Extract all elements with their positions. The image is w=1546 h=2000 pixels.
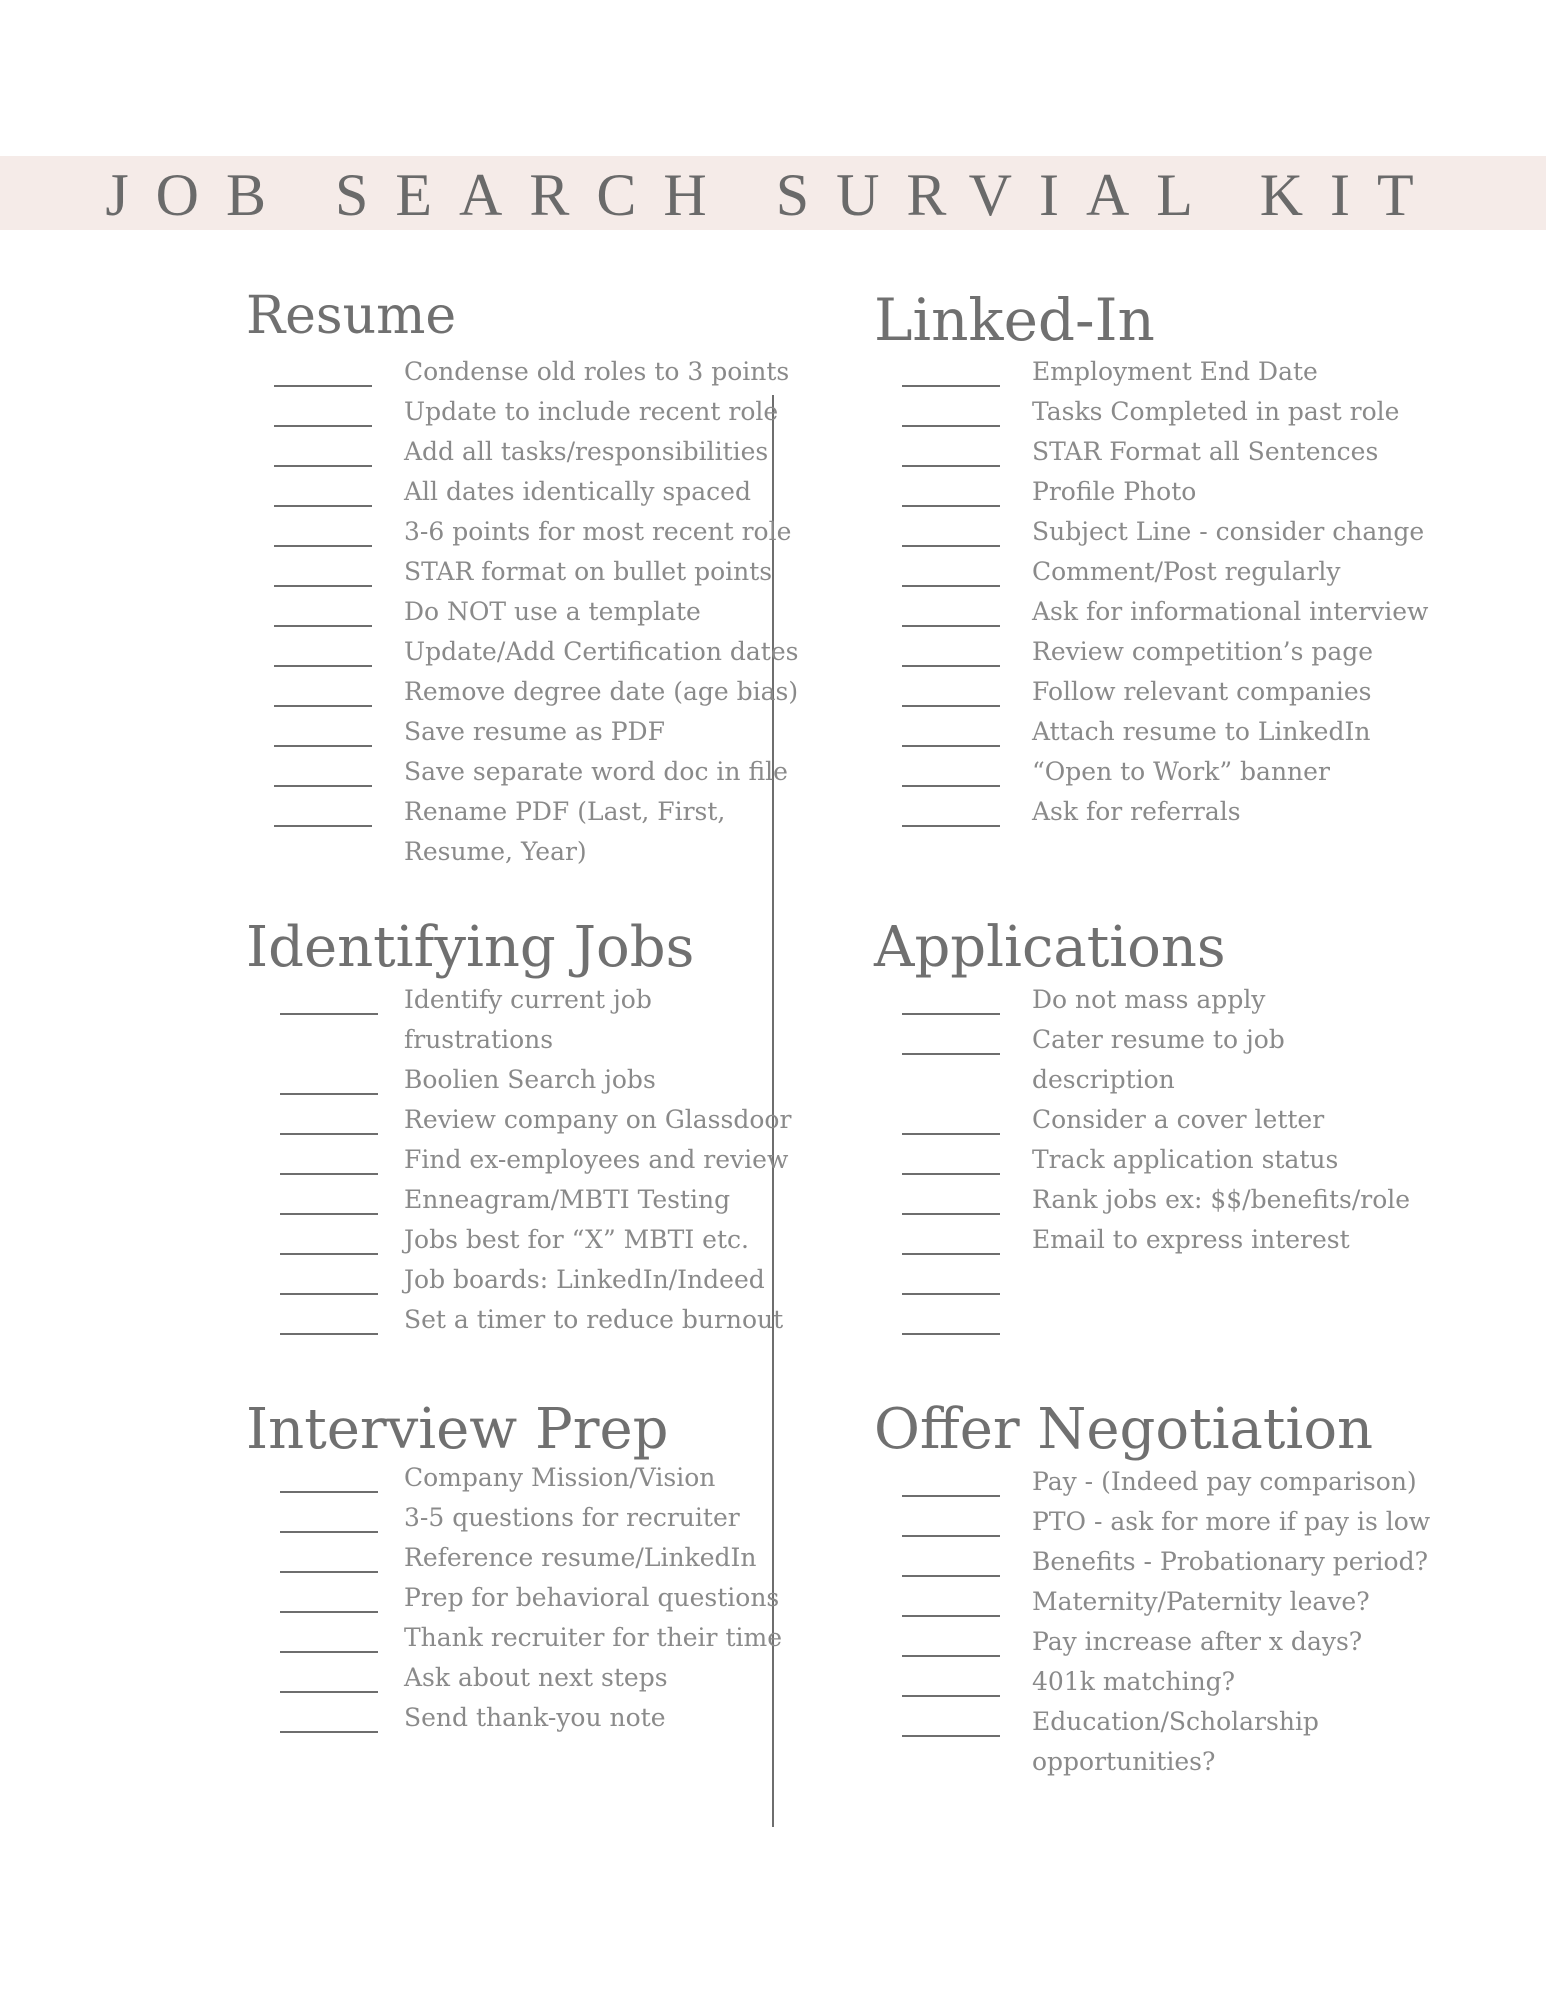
checklist-item [246,472,806,512]
checkbox-line [902,1013,1000,1015]
checkbox-line [280,1213,378,1215]
checklist-item [874,1300,1434,1340]
checklist-item [874,432,1434,472]
checklist-item-label: Profile Photo [1032,477,1197,506]
checklist-item [246,1100,806,1140]
checklist-item-label: Do not mass apply [1032,985,1266,1014]
checklist-item [246,1498,806,1538]
checkbox-line [902,745,1000,747]
checklist-item-label: Track application status [1032,1145,1339,1174]
checklist [246,352,806,872]
checklist-item [246,792,806,872]
checkbox-line [280,1571,378,1573]
checkbox-line [274,425,372,427]
checklist-item-label: Review competition’s page [1032,637,1374,666]
checklist-item [246,1578,806,1618]
checklist-item [246,432,806,472]
checkbox-line [902,1735,1000,1737]
checklist-item [246,1538,806,1578]
checklist-item-label: STAR Format all Sentences [1032,437,1379,466]
checkbox-line [902,665,1000,667]
checklist-item-label: Cater resume to job description [1032,1025,1285,1094]
checkbox-line [280,1093,378,1095]
section-identifying-jobs [246,916,806,1340]
checkbox-line [902,705,1000,707]
section-resume [246,284,806,872]
checklist-item-label: 3-5 questions for recruiter [404,1503,740,1532]
checkbox-line [902,465,1000,467]
checklist-item [246,1658,806,1698]
checklist-item-label: Add all tasks/responsibilities [404,437,769,466]
checkbox-line [280,1333,378,1335]
section-title: Applications [874,915,1226,980]
checkbox-line [902,1333,1000,1335]
checklist-item-label: Pay - (Indeed pay comparison) [1032,1467,1417,1496]
checklist-item [246,980,806,1060]
checkbox-line [280,1691,378,1693]
checkbox-line [902,545,1000,547]
checklist-item-label: Reference resume/LinkedIn [404,1543,757,1572]
checklist-item [874,1462,1434,1502]
checklist-item [874,392,1434,432]
checklist-item-label: Set a timer to reduce burnout [404,1305,784,1334]
checklist-item [874,1220,1434,1260]
section-title: Resume [246,286,457,346]
checklist-item [874,1702,1434,1782]
checklist-item [874,552,1434,592]
checklist-item [246,1618,806,1658]
checkbox-line [274,705,372,707]
checkbox-line [274,785,372,787]
checklist-item [874,1502,1434,1542]
section-applications [874,916,1434,1340]
checklist-item [246,352,806,392]
checkbox-line [274,665,372,667]
checklist-item [246,672,806,712]
checkbox-line [902,1655,1000,1657]
checkbox-line [280,1731,378,1733]
checklist-item-label: Ask for referrals [1032,797,1241,826]
checkbox-line [280,1253,378,1255]
checkbox-line [902,1293,1000,1295]
checklist-item [246,632,806,672]
checkbox-line [274,465,372,467]
checklist-item-label: Ask for informational interview [1032,597,1429,626]
checklist [874,1462,1434,1782]
checklist-item-label: Do NOT use a template [404,597,701,626]
checklist-item-label: Update to include recent role [404,397,779,426]
checklist-item [246,592,806,632]
checkbox-line [280,1173,378,1175]
checklist-item-label: Condense old roles to 3 points [404,357,790,386]
checklist [246,1458,806,1738]
checklist-item [246,1300,806,1340]
checklist-item [874,352,1434,392]
checkbox-line [902,1053,1000,1055]
checklist-item-label: Send thank-you note [404,1703,666,1732]
checklist-item-label: “Open to Work” banner [1032,757,1330,786]
checklist-item [246,1260,806,1300]
checkbox-line [902,385,1000,387]
checklist-item [874,1100,1434,1140]
checklist-item [246,1458,806,1498]
checklist-item-label: Remove degree date (age bias) [404,677,799,706]
checkbox-line [280,1491,378,1493]
checkbox-line [902,1173,1000,1175]
checkbox-line [280,1133,378,1135]
checkbox-line [902,1615,1000,1617]
checklist-item [874,712,1434,752]
checklist-item-label: 3-6 points for most recent role [404,517,792,546]
checklist-item-label: Review company on Glassdoor [404,1105,792,1134]
checklist-item [874,1020,1434,1100]
checklist-item [246,1060,806,1100]
checkbox-line [280,1611,378,1613]
checkbox-line [274,385,372,387]
checklist-item [246,1180,806,1220]
checklist-item-label: Benefits - Probationary period? [1032,1547,1429,1576]
checklist-item [874,632,1434,672]
section-offer-negotiation [874,1398,1434,1782]
checkbox-line [902,1535,1000,1537]
checklist-item-label: Rank jobs ex: $$/benefits/role [1032,1185,1411,1214]
checklist-item-label: Subject Line - consider change [1032,517,1425,546]
checklist-item-label: PTO - ask for more if pay is low [1032,1507,1431,1536]
checkbox-line [902,1253,1000,1255]
checklist-item [246,752,806,792]
checklist-item-label: Email to express interest [1032,1225,1350,1254]
checkbox-line [902,1213,1000,1215]
checkbox-line [280,1651,378,1653]
checklist-item [246,392,806,432]
checkbox-line [902,1495,1000,1497]
checkbox-line [902,1133,1000,1135]
checklist-item-label: Save separate word doc in file [404,757,788,786]
checkbox-line [902,1695,1000,1697]
checklist-item-label: Education/Scholarship opportunities? [1032,1707,1319,1776]
section-linkedin [874,288,1434,832]
checklist-item-label: Enneagram/MBTI Testing [404,1185,731,1214]
checklist-item [246,512,806,552]
checklist-item-label: Follow relevant companies [1032,677,1372,706]
checklist-item [874,1180,1434,1220]
checklist-item [874,1140,1434,1180]
checklist-item [246,1140,806,1180]
checklist-item-label: Comment/Post regularly [1032,557,1341,586]
checklist-item [246,712,806,752]
checklist-item-label: Update/Add Certification dates [404,637,799,666]
checklist-item-label: Identify current job frustrations [404,985,652,1054]
checklist-item-label: Pay increase after x days? [1032,1627,1363,1656]
checkbox-line [280,1013,378,1015]
checkbox-line [902,585,1000,587]
checklist [874,352,1434,832]
checklist-item-label: Save resume as PDF [404,717,665,746]
checkbox-line [902,785,1000,787]
checklist-item [874,980,1434,1020]
checklist-item [874,1260,1434,1300]
checkbox-line [274,625,372,627]
checkbox-line [902,425,1000,427]
checklist-item [874,672,1434,712]
checkbox-line [280,1293,378,1295]
checkbox-line [274,505,372,507]
checklist-item [874,792,1434,832]
checklist-item [874,472,1434,512]
checklist-item [874,1622,1434,1662]
checklist [246,980,806,1340]
checklist-item-label: Find ex-employees and review [404,1145,789,1174]
checklist-item-label: All dates identically spaced [404,477,751,506]
checklist-item-label: Thank recruiter for their time [404,1623,782,1652]
checklist-item-label: STAR format on bullet points [404,557,773,586]
page-title: JOB SEARCH SURVIAL KIT [105,162,1441,228]
section-title: Linked-In [874,286,1155,354]
checklist-item [874,1662,1434,1702]
checklist-item-label: 401k matching? [1032,1667,1236,1696]
section-interview-prep [246,1398,806,1738]
section-title: Identifying Jobs [246,915,695,980]
checklist-item-label: Maternity/Paternity leave? [1032,1587,1370,1616]
checklist-item [874,512,1434,552]
checklist-item-label: Employment End Date [1032,357,1318,386]
checklist-item [874,1582,1434,1622]
checkbox-line [274,825,372,827]
checklist-item [874,1542,1434,1582]
checklist-item [246,1698,806,1738]
section-title: Interview Prep [246,1397,669,1462]
checkbox-line [274,545,372,547]
checklist-item-label: Job boards: LinkedIn/Indeed [404,1265,765,1294]
checkbox-line [902,625,1000,627]
checklist-item-label: Company Mission/Vision [404,1463,716,1492]
checkbox-line [902,505,1000,507]
checklist-item [874,752,1434,792]
checklist-item-label: Attach resume to LinkedIn [1032,717,1371,746]
checklist-item-label: Tasks Completed in past role [1032,397,1400,426]
checklist-item [246,552,806,592]
checklist-item-label: Jobs best for “X” MBTI etc. [404,1225,749,1254]
checklist-item-label: Boolien Search jobs [404,1065,656,1094]
checklist-item-label: Consider a cover letter [1032,1105,1325,1134]
checkbox-line [274,745,372,747]
checklist-item-label: Rename PDF (Last, First, Resume, Year) [404,797,726,866]
checkbox-line [280,1531,378,1533]
checklist-item [874,592,1434,632]
checklist-item-label: Ask about next steps [404,1663,668,1692]
section-title: Offer Negotiation [874,1397,1374,1462]
checklist-item [246,1220,806,1260]
checkbox-line [902,1575,1000,1577]
checklist-item-label: Prep for behavioral questions [404,1583,780,1612]
checkbox-line [902,825,1000,827]
checkbox-line [274,585,372,587]
checklist [874,980,1434,1340]
